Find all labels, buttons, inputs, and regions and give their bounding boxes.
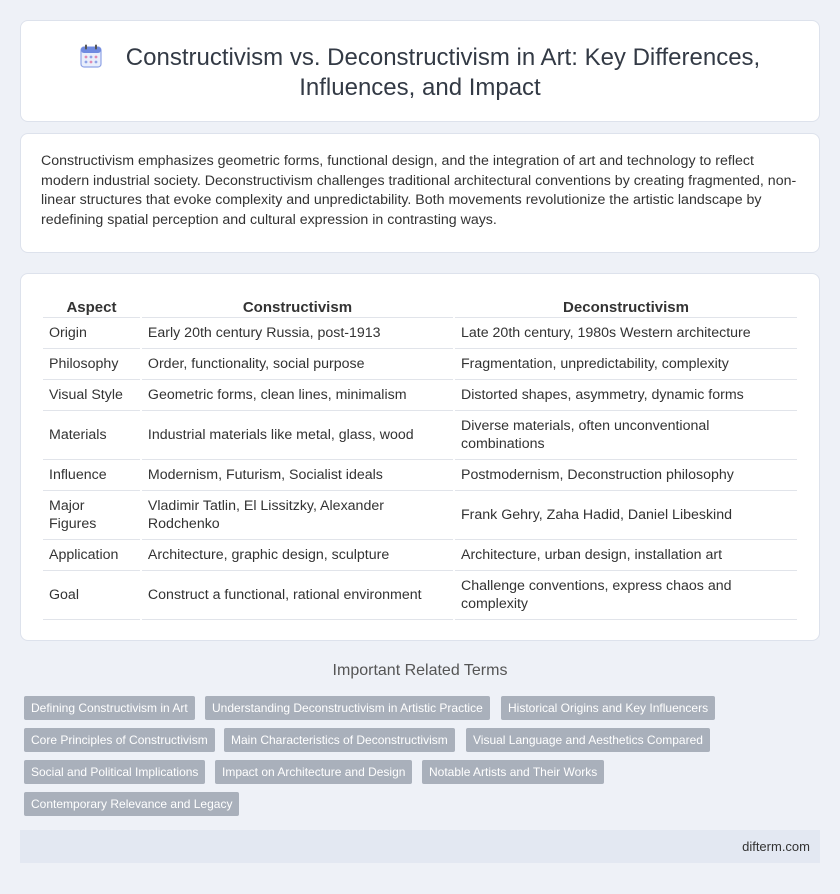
table-cell: Distorted shapes, asymmetry, dynamic forms (455, 380, 797, 411)
table-row (43, 411, 797, 460)
comparison-table (41, 296, 799, 620)
footer (20, 830, 820, 863)
table-cell: Geometric forms, clean lines, minimalism (142, 380, 453, 411)
header-aspect: Aspect (43, 296, 140, 318)
table-cell: Architecture, graphic design, sculpture (142, 540, 453, 571)
table-cell: Origin (43, 318, 140, 349)
related-tag[interactable]: Notable Artists and Their Works (422, 760, 604, 784)
table-row (43, 380, 797, 411)
table-cell: Application (43, 540, 140, 571)
title-line-1: Constructivism vs. Deconstructivism in Art: Key Differences, (125, 44, 761, 71)
related-tag[interactable]: Visual Language and Aesthetics Compared (466, 728, 710, 752)
header-deconstructivism: Deconstructivism (455, 296, 797, 318)
table-cell: Order, functionality, social purpose (142, 349, 453, 380)
related-tag[interactable]: Main Characteristics of Deconstructivism (224, 728, 455, 752)
table-row (43, 318, 797, 349)
table-cell: Goal (43, 571, 140, 620)
related-tag[interactable]: Social and Political Implications (24, 760, 205, 784)
title-line-2: Influences, and Impact (299, 74, 541, 101)
header-constructivism: Constructivism (142, 296, 453, 318)
table-cell: Diverse materials, often unconventional combinations (455, 411, 797, 460)
table-cell: Materials (43, 411, 140, 460)
table-cell: Philosophy (43, 349, 140, 380)
related-tag[interactable]: Historical Origins and Key Influencers (501, 696, 715, 720)
table-row (43, 460, 797, 491)
table-cell: Industrial materials like metal, glass, wood (142, 411, 453, 460)
table-cell: Vladimir Tatlin, El Lissitzky, Alexander Rodchenko (142, 491, 453, 540)
related-tag[interactable]: Contemporary Relevance and Legacy (24, 792, 239, 816)
table-row (43, 349, 797, 380)
table-cell: Frank Gehry, Zaha Hadid, Daniel Libeskind (455, 491, 797, 540)
page-title (61, 43, 779, 103)
intro-text: Constructivism emphasizes geometric forms, functional design, and the integration of art and technology to reflect modern industrial society. Deconstructivism challenges traditional architectural conventions by creating fragmented, non-linear structures that evoke complexity and unpredictability. Both movements revolutionize the artistic landscape by redefining spatial perception and cultural expression in contrasting ways. (41, 153, 797, 228)
table-row (43, 540, 797, 571)
table-cell: Influence (43, 460, 140, 491)
table-cell: Architecture, urban design, installation art (455, 540, 797, 571)
table-cell: Major Figures (43, 491, 140, 540)
table-cell: Postmodernism, Deconstruction philosophy (455, 460, 797, 491)
table-header-row (43, 296, 797, 318)
intro-card (20, 133, 820, 253)
related-tag[interactable]: Core Principles of Constructivism (24, 728, 215, 752)
related-tag[interactable]: Impact on Architecture and Design (215, 760, 412, 784)
table-row (43, 571, 797, 620)
header-card (20, 20, 820, 122)
comparison-card (20, 273, 820, 641)
footer-site-link[interactable]: difterm.com (742, 839, 810, 854)
table-cell: Challenge conventions, express chaos and complexity (455, 571, 797, 620)
related-terms-title: Important Related Terms (332, 662, 508, 679)
table-cell: Late 20th century, 1980s Western architecture (455, 318, 797, 349)
calendar-icon (80, 44, 102, 68)
related-tag[interactable]: Understanding Deconstructivism in Artistic Practice (205, 696, 490, 720)
table-row (43, 491, 797, 540)
table-cell: Visual Style (43, 380, 140, 411)
table-cell: Construct a functional, rational environment (142, 571, 453, 620)
table-cell: Modernism, Futurism, Socialist ideals (142, 460, 453, 491)
table-cell: Fragmentation, unpredictability, complexity (455, 349, 797, 380)
table-cell: Early 20th century Russia, post-1913 (142, 318, 453, 349)
related-tag[interactable]: Defining Constructivism in Art (24, 696, 195, 720)
